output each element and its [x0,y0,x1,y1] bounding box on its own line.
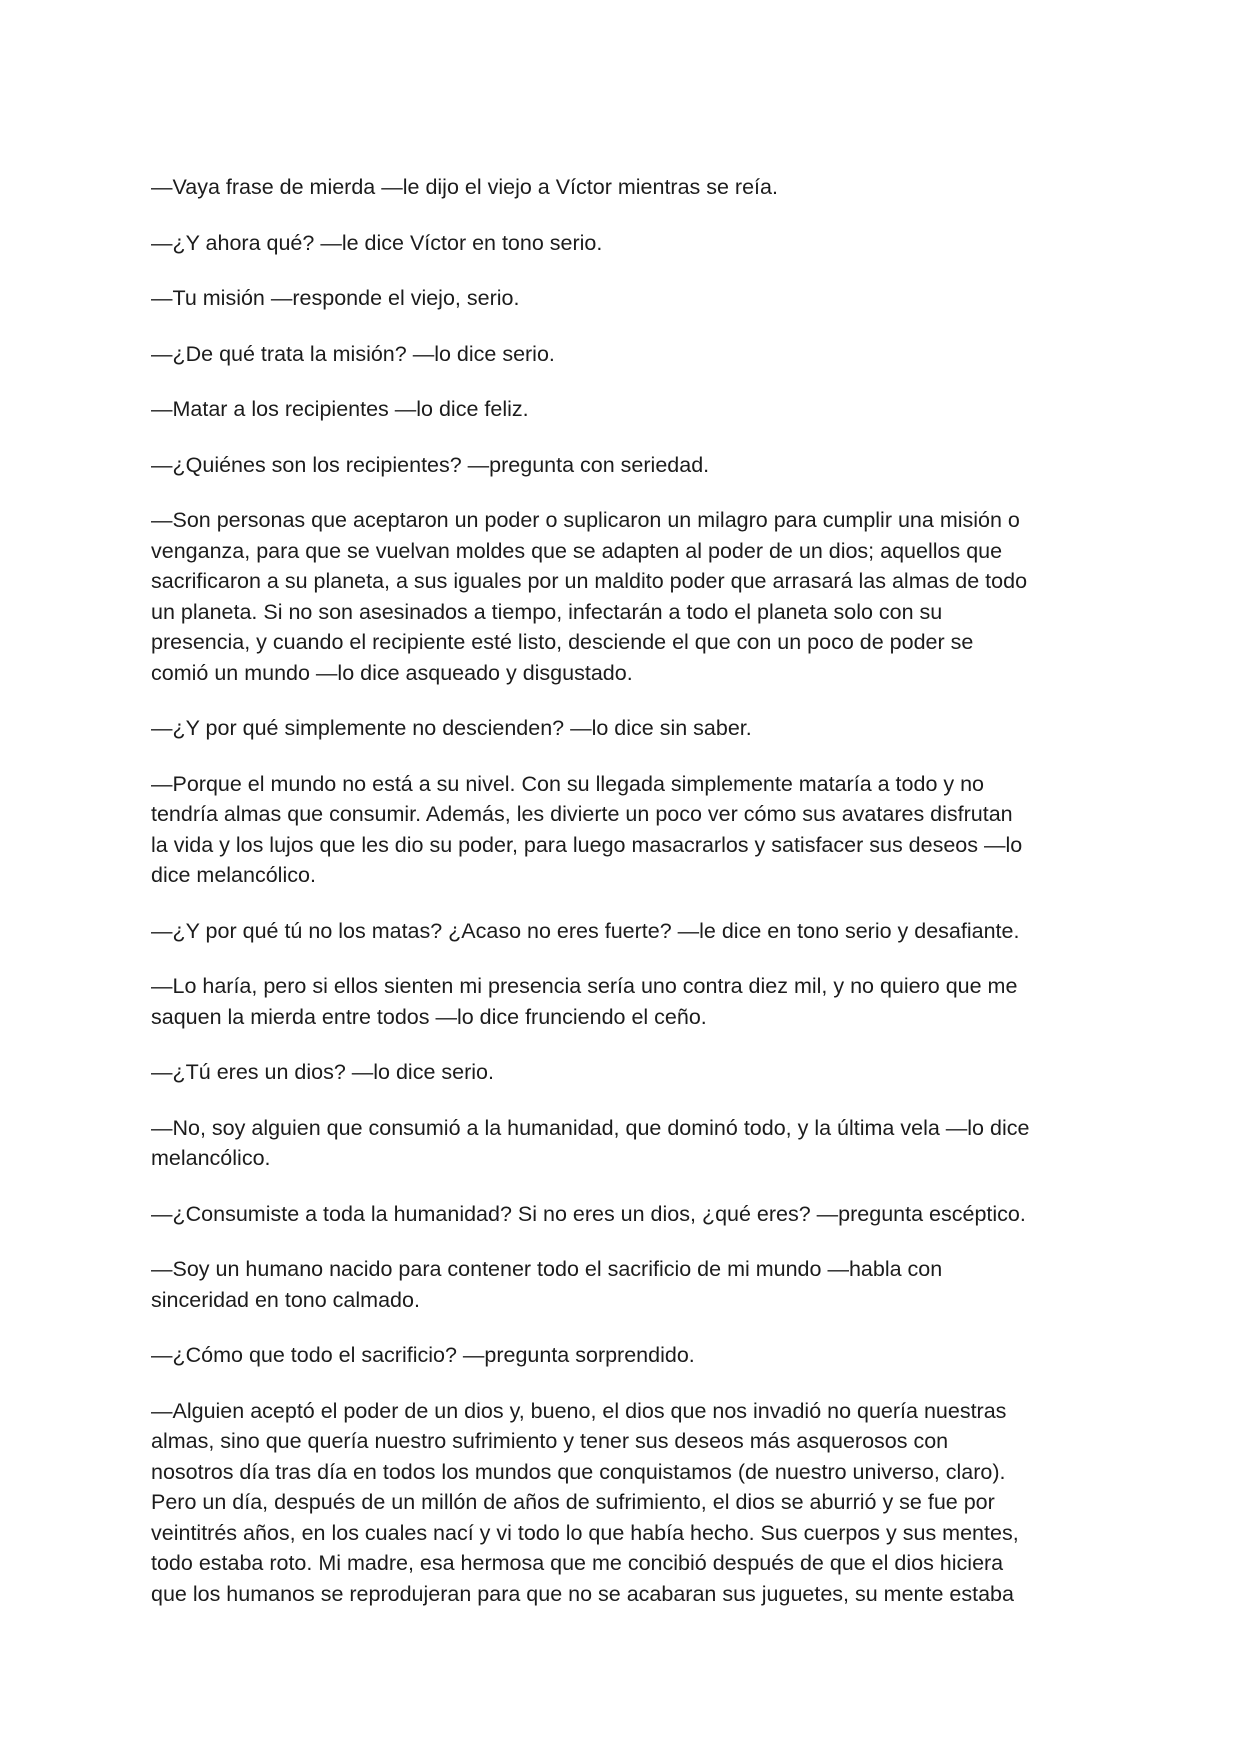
text-line: presencia, y cuando el recipiente esté listo, desciende el que con un poco de poder se [151,630,974,654]
text-line: —Vaya frase de mierda —le dijo el viejo a Víctor mientras se reía. [151,175,778,199]
text-line: nosotros día tras día en todos los mundos que conquistamos (de nuestro universo, claro). [151,1459,1006,1484]
text-line: tendría almas que consumir. Además, les divierte un poco ver cómo sus avatares disfrutan [151,802,1013,826]
paragraph [151,1396,1099,1610]
paragraph [151,971,1099,1032]
paragraph [151,1254,1099,1315]
paragraph [151,172,1099,203]
text-line: veintitrés años, en los cuales nací y vi todo lo que había hecho. Sus cuerpos y sus mentes, [151,1520,1019,1545]
text-line: un planeta. Si no son asesinados a tiempo, infectarán a todo el planeta solo con su [151,599,943,624]
paragraph [151,1199,1099,1230]
text-line: —Porque el mundo no está a su nivel. Con su llegada simplemente mataría a todo y no [151,771,985,796]
paragraph [151,1057,1099,1088]
text-line: Pero un día, después de un millón de años de sufrimiento, el dios se aburrió y se fue por [151,1490,995,1514]
text-line: —¿Consumiste a toda la humanidad? Si no eres un dios, ¿qué eres? —pregunta escéptico. [151,1201,1026,1226]
text-line: —¿Y ahora qué? —le dice Víctor en tono serio. [151,230,603,255]
text-line: saquen la mierda entre todos —lo dice frunciendo el ceño. [151,1004,707,1029]
paragraph [151,505,1099,688]
text-line: que los humanos se reprodujeran para que no se acabaran sus juguetes, su mente estaba [151,1581,1014,1606]
paragraph [151,1340,1099,1371]
paragraph [151,713,1099,744]
paragraph [151,916,1099,947]
text-line: —¿Cómo que todo el sacrificio? —pregunta sorprendido. [151,1343,695,1367]
text-line: la vida y los lujos que les dio su poder, para luego masacrarlos y satisfacer sus deseos —lo [151,832,1023,857]
text-line: todo estaba roto. Mi madre, esa hermosa que me concibió después de que el dios hiciera [151,1551,1004,1575]
paragraph [151,339,1099,370]
text-line: dice melancólico. [151,863,316,887]
text-line: —Son personas que aceptaron un poder o suplicaron un milagro para cumplir una misión o [151,508,1020,532]
text-line: almas, sino que quería nuestro sufrimiento y tener sus deseos más asquerosos con [151,1429,949,1453]
text-line: —¿De qué trata la misión? —lo dice serio. [151,341,555,366]
paragraph [151,394,1099,425]
text-line: comió un mundo —lo dice asqueado y disgustado. [151,660,633,685]
paragraph [151,228,1099,259]
text-line: —¿Y por qué simplemente no descienden? —lo dice sin saber. [151,716,752,740]
paragraph [151,450,1099,481]
text-line: melancólico. [151,1146,271,1170]
paragraph [151,769,1099,891]
text-line: —Matar a los recipientes —lo dice feliz. [151,397,529,421]
paragraph [151,283,1099,314]
text-line: sacrificaron a su planeta, a sus iguales por un maldito poder que arrasará las almas de todo [151,569,1028,593]
text-line: —¿Tú eres un dios? —lo dice serio. [151,1060,494,1084]
text-line: —¿Y por qué tú no los matas? ¿Acaso no eres fuerte? —le dice en tono serio y desafiante. [151,918,1020,943]
text-line: —Soy un humano nacido para contener todo el sacrificio de mi mundo —habla con [151,1257,943,1281]
text-line: —Lo haría, pero si ellos sienten mi presencia sería uno contra diez mil, y no quiero que me [151,974,1018,998]
text-line: sinceridad en tono calmado. [151,1287,420,1312]
text-line: —Alguien aceptó el poder de un dios y, bueno, el dios que nos invadió no quería nuestras [151,1398,1007,1423]
document-page [151,172,1099,1634]
text-line: —No, soy alguien que consumió a la humanidad, que dominó todo, y la última vela —lo dice [151,1115,1030,1140]
text-line: venganza, para que se vuelvan moldes que se adapten al poder de un dios; aquellos que [151,538,1003,563]
paragraph [151,1113,1099,1174]
text-line: —¿Quiénes son los recipientes? —pregunta con seriedad. [151,452,710,477]
text-line: —Tu misión —responde el viejo, serio. [151,286,520,310]
